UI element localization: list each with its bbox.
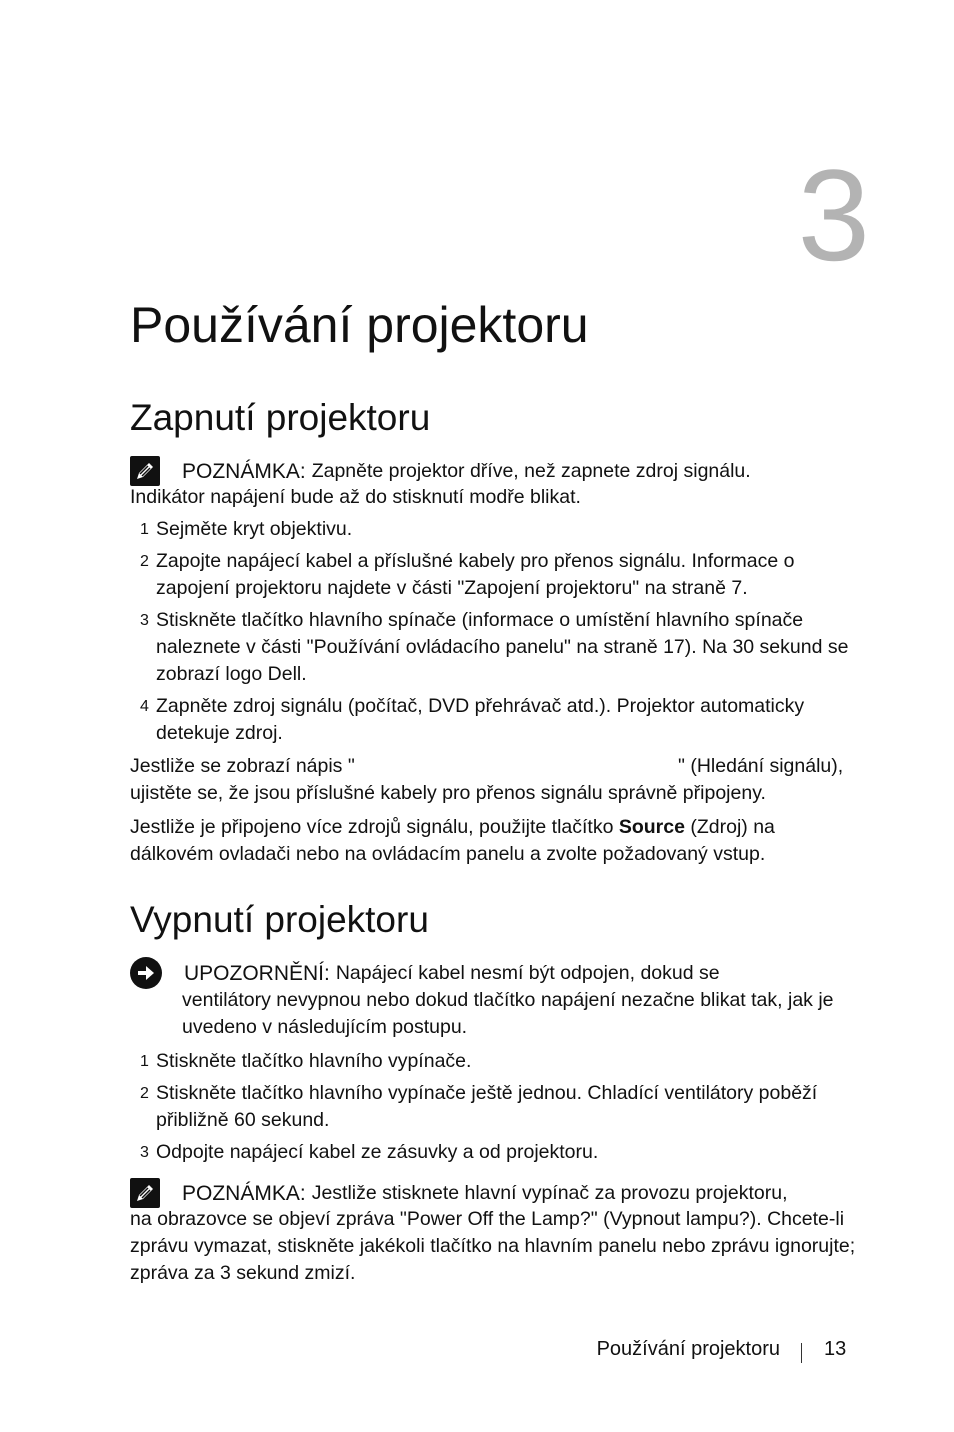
list-item: 1 Stiskněte tlačítko hlavního vypínače. [140, 1050, 472, 1072]
note-text-rest: na obrazovce se objeví zpráva "Power Off the Lamp?" (Vypnout lampu?). Chcete-li zprávu vymazat, stiskněte jakékoli tlačítko na hlavním panelu nebo zprávu ignorujte; zpráva za 3 sekund zmizí. [130, 1208, 856, 1284]
list-item: 2 Zapojte napájecí kabel a příslušné kabely pro přenos signálu. Informace o zapojení projektoru najdete v části "Zapojení projektoru" na straně 7. [140, 550, 795, 599]
notice-text-rest: ventilátory nevypnou nebo dokud tlačítko napájení nezačne blikat tak, jak je uvedeno v následujícím postupu. [182, 989, 834, 1038]
list-item: 1 Sejměte kryt objektivu. [140, 518, 353, 540]
footer-separator [801, 1343, 802, 1363]
note-text-rest: Indikátor napájení bude až do stisknutí modře blikat. [130, 486, 581, 508]
list-item: 3 Stiskněte tlačítko hlavního spínače (informace o umístění hlavního spínače naleznete v části "Používání ovládacího panelu" na straně 17). Na 30 sekund se zobrazí logo Dell. [140, 609, 849, 685]
list-item: 2 Stiskněte tlačítko hlavního vypínače ještě jednou. Chladící ventilátory poběží přibližně 60 sekund. [140, 1082, 818, 1131]
source-button-name: Source [618, 816, 685, 838]
footer-section-title: Používání projektoru [596, 1338, 780, 1360]
page-number: 13 [824, 1338, 847, 1360]
pencil-note-icon [130, 456, 160, 486]
notice-power-off [130, 957, 870, 1041]
notice-text-first: Napájecí kabel nesmí být odpojen, dokud se [335, 961, 720, 984]
note-power-on [130, 456, 870, 511]
chapter-number: 3 [797, 142, 870, 288]
paragraph-multiple-sources: Jestliže je připojeno více zdrojů signálu, použijte tlačítko Source (Zdroj) na dálkovém ovladači nebo na ovládacím panelu a zvolte požadovaný vstup. [130, 816, 775, 865]
notice-label: UPOZORNĚNÍ: [184, 961, 330, 985]
arrow-notice-icon [130, 957, 162, 989]
note-text-first: Jestliže stisknete hlavní vypínač za provozu projektoru, [311, 1181, 788, 1204]
list-item: 3 Odpojte napájecí kabel ze zásuvky a od projektoru. [140, 1141, 599, 1163]
note-label: POZNÁMKA: [182, 459, 306, 483]
note-power-off [130, 1178, 870, 1287]
note-text-first: Zapněte projektor dříve, než zapnete zdroj signálu. [311, 459, 751, 482]
power-off-steps [130, 1048, 870, 1166]
pencil-note-icon [130, 1178, 160, 1208]
section-heading-power-off: Vypnutí projektoru [130, 899, 429, 940]
section-heading-power-on: Zapnutí projektoru [130, 397, 431, 438]
list-item: 4 Zapněte zdroj signálu (počítač, DVD přehrávač atd.). Projektor automaticky detekuje zdroj. [140, 695, 805, 744]
note-label: POZNÁMKA: [182, 1181, 306, 1205]
chapter-title: Používání projektoru [130, 297, 589, 353]
paragraph-searching-signal: Jestliže se zobrazí nápis " " (Hledání signálu), ujistěte se, že jsou příslušné kabely pro přenos signálu správně připojeny. [130, 755, 844, 804]
power-on-steps [130, 516, 870, 747]
